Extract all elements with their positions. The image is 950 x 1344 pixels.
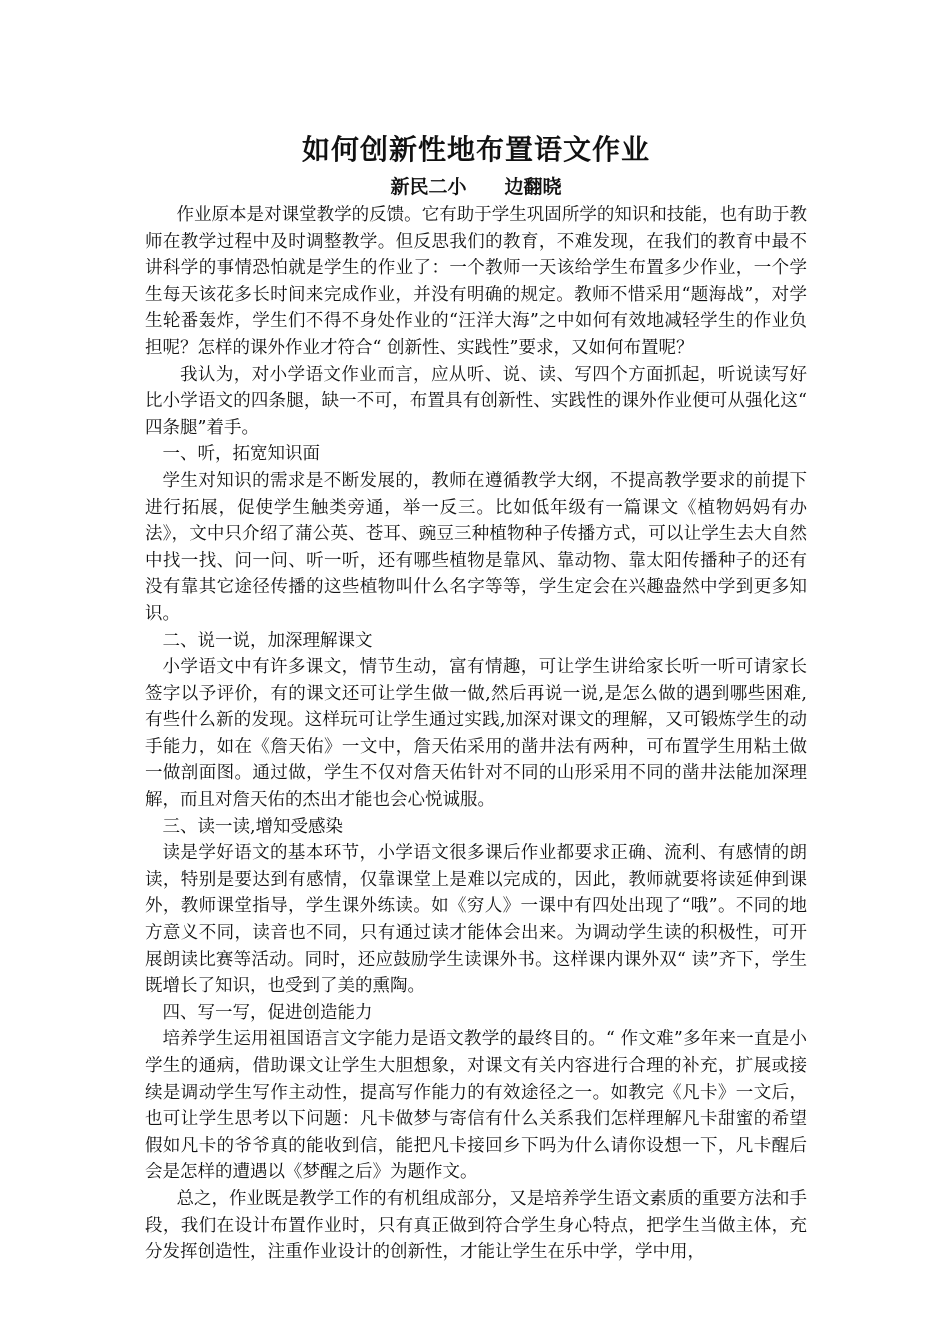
- document-title: 如何创新性地布置语文作业: [301, 133, 650, 166]
- document-page: [145, 128, 807, 1266]
- section-heading-speak: 二、说一说，加深理解课文: [162, 630, 373, 651]
- section-body-listen: 学生对知识的需求是不断发展的，教师在遵循教学大纲，不提高教学要求的前提下进行拓展，促使学生触类旁通，举一反三。比如低年级有一篇课文《植物妈妈有办法》，文中只介绍了蒲公英、苍耳、豌豆三种植物种子传播方式，可以让学生去大自然中找一找、问一问、听一听，还有哪些植物是靠风、靠动物、靠太阳传播种子的还有没有靠其它途径传播的这些植物叫什么名字等等，学生定会在兴趣盎然中学到更多知识。: [145, 470, 807, 624]
- section-heading-write: 四、写一写，促进创造能力: [162, 1002, 373, 1023]
- conclusion-paragraph: 总之，作业既是教学工作的有机组成部分，又是培养学生语文素质的重要方法和手段，我们在设计布置作业时，只有真正做到符合学生身心特点，把学生当做主体，充分发挥创造性，注重作业设计的创新性，才能让学生在乐中学，学中用，: [145, 1188, 807, 1263]
- section-body-write: 培养学生运用祖国语言文字能力是语文教学的最终目的。“ 作文难”多年来一直是小学生的通病，借助课文让学生大胆想象，对课文有关内容进行合理的补充，扩展或接续是调动学生写作主动性，提高写作能力的有效途径之一。如教完《凡卡》一文后，也可让学生思考以下问题：凡卡做梦与寄信有什么关系我们怎样理解凡卡甜蜜的希望假如凡卡的爷爷真的能收到信，能把凡卡接回乡下吗为什么请你设想一下，凡卡醒后会是怎样的遭遇以《梦醒之后》为题作文。: [145, 1029, 807, 1183]
- section-heading-listen: 一、听，拓宽知识面: [162, 444, 320, 465]
- section-body-read: 读是学好语文的基本环节，小学语文很多课后作业都要求正确、流利、有感情的朗读，特别是要达到有感情，仅靠课堂上是难以完成的，因此，教师就要将读延伸到课外，教师课堂指导，学生课外练读。如《穷人》一课中有四处出现了“哦”。不同的地方意义不同，读音也不同，只有通过读才能体会出来。为调动学生读的积极性，可开展朗读比赛等活动。同时，还应鼓励学生读课外书。这样课内课外双“ 读”齐下，学生既增长了知识，也受到了美的熏陶。: [145, 843, 807, 997]
- section-heading-read: 三、读一读,增知受感染: [162, 816, 344, 837]
- thesis-paragraph: 我认为，对小学语文作业而言，应从听、说、读、写四个方面抓起，听说读写好比小学语文的四条腿，缺一不可，布置具有创新性、实践性的课外作业便可从强化这“ 四条腿”着手。: [145, 364, 807, 438]
- author-byline: 新民二小 边翻晓: [390, 176, 562, 198]
- section-body-speak: 小学语文中有许多课文，情节生动，富有情趣，可让学生讲给家长听一听可请家长签字以予评价，有的课文还可让学生做一做,然后再说一说,是怎么做的遇到哪些困难,有些什么新的发现。这样玩可让学生通过实践,加深对课文的理解，又可锻炼学生的动手能力，如在《詹天佑》一文中，詹天佑采用的凿井法有两种，可布置学生用粘土做一做剖面图。通过做，学生不仅对詹天佑针对不同的山形采用不同的凿井法能加深理解，而且对詹天佑的杰出才能也会心悦诚服。: [145, 657, 807, 811]
- intro-paragraph: 作业原本是对课堂教学的反馈。它有助于学生巩固所学的知识和技能，也有助于教师在教学过程中及时调整教学。但反思我们的教育，不难发现，在我们的教育中最不讲科学的事情恐怕就是学生的作业了：一个教师一天该给学生布置多少作业，一个学生每天该花多长时间来完成作业，并没有明确的规定。教师不惜采用“题海战”，对学生轮番轰炸，学生们不得不身处作业的“汪洋大海”之中如何有效地减轻学生的作业负担呢？怎样的课外作业才符合“ 创新性、实践性”要求，又如何布置呢？: [145, 205, 807, 358]
